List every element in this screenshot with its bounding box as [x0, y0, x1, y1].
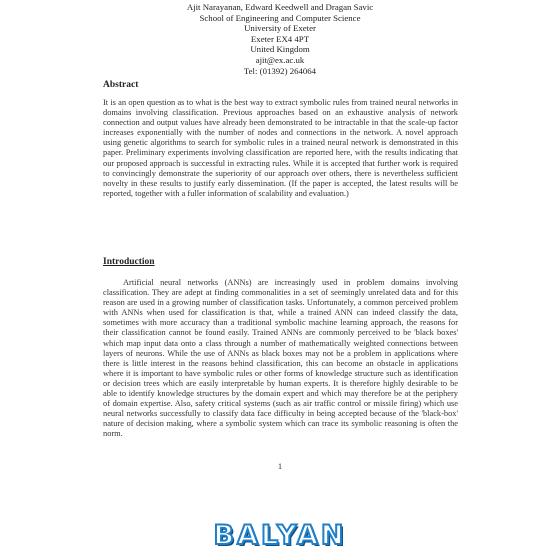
affiliation-university: University of Exeter	[244, 23, 316, 34]
paper-header	[0, 0, 560, 76]
watermark-logo: BALYAN	[213, 520, 347, 551]
affiliation-city: Exeter EX4 4PT	[250, 33, 310, 44]
abstract-heading: Abstract	[103, 80, 139, 90]
contact-email: ajit@ex.ac.uk	[255, 54, 305, 65]
page-number: 1	[278, 462, 282, 471]
abstract-text: It is an open question as to what is the best way to extract symbolic rules from trained neural networks in domains involving classification. Previous approaches based on an exhaustive analysis of network connection and output values have already been demonstrated to be intractable in that the scale-up factor increases exponentially with the number of nodes and connections in the network. A novel approach using genetic algorithms to search for symbolic rules in a trained neural network is demonstrated in this paper. Preliminary experiments involving classification are reported here, with the results indicating that our proposed approach is successful in extracting rules. While it is accepted that further work is required to convincingly demonstrate the superiority of our approach over others, there is nevertheless sufficient novelty in these results to justify early dissemination. (If the paper is accepted, the latest results will be reported, together with a fuller information of scalability and evaluation.)	[103, 98, 458, 198]
affiliation-school: School of Engineering and Computer Science	[199, 12, 361, 23]
introduction-heading: Introduction	[103, 257, 155, 267]
affiliation-country: United Kingdom	[250, 44, 310, 55]
authors: Ajit Narayanan, Edward Keedwell and Dragan Savic	[186, 2, 374, 12]
introduction-text: Artificial neural networks (ANNs) are increasingly used in problem domains involving classification. They are adept at finding commonalities in a set of seemingly unrelated data and for this reason are used in a growing number of classification tasks. Unfortunately, a common perceived problem with ANNs when used for classification is that, while a trained ANN can indeed classify the data, sometimes with more accuracy than a traditional symbolic machine learning approach, the reasons for their classification cannot be found easily. Trained ANNs are commonly perceived to be 'black boxes' which map input data onto a class through a number of mathematically weighted connections between layers of neurons. While the use of ANNs as black boxes may not be a problem in applications where there is little interest in the reasons behind classification, this can become an obstacle in applications where it is important to have symbolic rules or other forms of knowledge structure such as identification or decision trees which are easily interpretable by human experts. It is therefore highly desirable to be able to identify knowledge structures by the domain expert and which may therefore be at the periphery of domain expertise. Also, safety critical systems (such as air traffic control or missile firing) which use neural networks successfully to classify data face difficulty in being accepted because of the 'black-box' nature of decision making, where a symbolic system which can trace its symbolic reasoning is often the norm.	[103, 278, 458, 439]
contact-phone: Tel: (01392) 264064	[243, 65, 317, 76]
